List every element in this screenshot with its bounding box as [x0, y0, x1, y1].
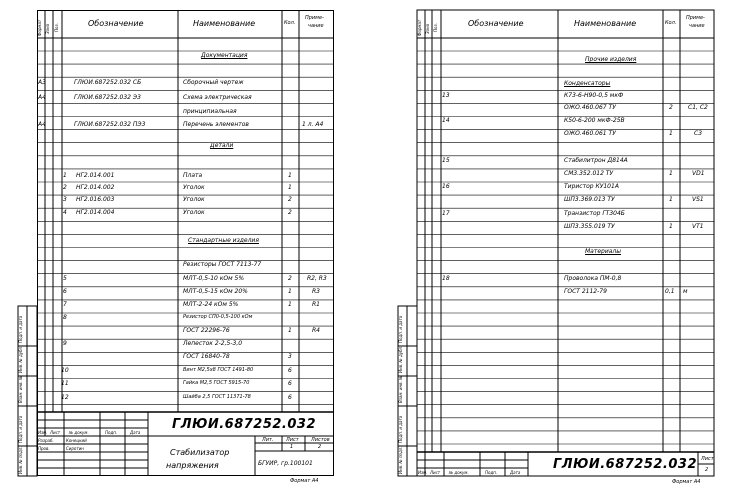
row-pos: 18 — [442, 275, 450, 282]
row-pos: 7 — [63, 301, 67, 308]
row-name: К73-6-Н90-0,5 мкФ — [564, 92, 624, 99]
row-name: ШП3.355.019 ТУ — [564, 223, 615, 230]
stamp-date: Дата — [130, 430, 141, 435]
header-qty: Кол. — [284, 20, 296, 26]
stamp-sign: Подп. — [485, 470, 498, 475]
row-qty: 1 — [669, 170, 673, 177]
product-name-line1: Стабилизатор — [170, 448, 230, 457]
header-format: Формат — [37, 19, 42, 36]
row-name: Проволока ПМ-0,8 — [564, 275, 622, 282]
margin-inv-dup: Инв. № дубл. — [18, 345, 23, 373]
stamp-developer: Разраб. — [38, 438, 54, 443]
header-zone: Зона — [45, 23, 50, 34]
row-name: Плата — [183, 172, 203, 179]
row-name: Схема электрическая — [183, 94, 252, 101]
header-zone: Зона — [425, 23, 430, 34]
sheets-count: 2 — [318, 444, 322, 450]
header-designation: Обозначение — [88, 19, 144, 28]
row-name: Резистор СП0-0,5-100 кОм — [183, 314, 253, 320]
row-name: Уголок — [183, 209, 205, 216]
margin-sign-date: Подп. и дата — [398, 415, 403, 443]
format-label: Формат А4 — [672, 479, 701, 485]
document-code: ГЛЮИ.687252.032 — [172, 417, 317, 432]
stamp-doc-no: № докум. — [69, 430, 89, 435]
row-pos: 4 — [63, 209, 67, 216]
row-zone: А3 — [38, 79, 46, 86]
row-pos: 17 — [442, 210, 450, 217]
row-pos: 14 — [442, 117, 450, 124]
row-name: Резисторы ГОСТ 7113-77 — [183, 261, 262, 268]
row-name: ГОСТ 2112-79 — [564, 288, 607, 295]
row-qty: 1 — [669, 130, 673, 137]
row-name: СМ3.352.012 ТУ — [564, 170, 614, 177]
row-qty: 1 — [288, 184, 292, 191]
row-name: Шайба 2,5 ГОСТ 11371-78 — [183, 394, 251, 400]
row-qty: 1 — [288, 327, 292, 334]
header-name: Наименование — [193, 19, 256, 28]
row-name: Винт М2,5х8 ГОСТ 1491-80 — [183, 367, 254, 373]
row-name: МЛТ-2-24 кОм 5% — [183, 301, 239, 308]
section-title: Материалы — [585, 248, 621, 255]
margin-sign-date-2: Подп. и дата — [18, 315, 23, 343]
header-name: Наименование — [574, 19, 637, 28]
margin-swap-inv: Взам. инв. № — [398, 375, 403, 403]
row-pos: 10 — [61, 367, 69, 374]
sheet-number: 2 — [705, 467, 709, 473]
stamp-sign: Подп. — [105, 430, 118, 435]
row-designation: ГЛЮИ.687252.032 Э3 — [74, 94, 141, 101]
row-designation: НГ2.014.004 — [76, 209, 115, 216]
left-row-lines — [37, 51, 334, 405]
row-name: ОЖО.460.061 ТУ — [564, 130, 616, 137]
section-title: Прочие изделия — [585, 56, 637, 63]
stamp-list: Лист — [50, 430, 61, 435]
header-note-line2: чание — [308, 23, 324, 29]
row-zone: А4 — [38, 94, 46, 101]
margin-inv-dup: Инв. № дубл. — [398, 345, 403, 373]
row-qty: 2 — [288, 196, 292, 203]
row-pos: 11 — [61, 380, 69, 387]
row-note: R1 — [312, 301, 320, 308]
row-name: Тиристор КУ101А — [564, 183, 619, 190]
stamp-checker-name: Сиротин — [66, 446, 84, 451]
row-qty: 3 — [288, 353, 292, 360]
row-name: К50-6-200 мкФ-25В — [564, 117, 625, 124]
row-pos: 5 — [63, 275, 67, 282]
section-title: Документация — [201, 52, 248, 59]
row-qty: 1 — [669, 196, 673, 203]
row-pos: 16 — [442, 183, 450, 190]
row-qty: 6 — [288, 380, 292, 387]
row-qty: 6 — [288, 394, 292, 401]
row-qty: 0,1 — [665, 288, 675, 295]
stamp-date: Дата — [510, 470, 521, 475]
row-note: С3 — [694, 130, 703, 137]
stamp-change: Изм. — [38, 430, 48, 435]
row-note: R4 — [312, 327, 320, 334]
row-name: МЛТ-0,5-15 кОм 20% — [183, 288, 248, 295]
margin-sign-date: Подп. и дата — [18, 415, 23, 443]
header-note-line2: чание — [689, 23, 705, 29]
margin-inv-orig: Инв. № подл. — [398, 446, 403, 474]
row-pos: 6 — [63, 288, 67, 295]
product-name-line2: напряжения — [166, 461, 219, 470]
row-pos: 13 — [442, 92, 450, 99]
right-sheet-lines — [398, 10, 714, 476]
row-note: R2, R3 — [307, 275, 327, 282]
row-qty: 1 — [288, 172, 292, 179]
row-qty: 2 — [669, 104, 673, 111]
row-pos: 3 — [63, 196, 67, 203]
row-zone: А4 — [38, 121, 46, 128]
row-designation: НГ2.014.002 — [76, 184, 115, 191]
margin-swap-inv: Взам. инв. № — [18, 375, 23, 403]
row-name: ОЖО.460.067 ТУ — [564, 104, 616, 111]
stamp-developer-name: Конецкий — [66, 438, 87, 443]
row-name: ГОСТ 22296-76 — [183, 327, 230, 334]
sheets-label: Листов — [311, 437, 330, 443]
row-note: VT1 — [692, 223, 704, 230]
section-title: Детали — [210, 142, 234, 149]
sheet-label: Лист — [286, 437, 299, 443]
stamp-list: Лист — [430, 470, 441, 475]
margin-inv-orig: Инв. № подл. — [18, 446, 23, 474]
format-label: Формат А4 — [290, 478, 319, 484]
row-name: Гайка М2,5 ГОСТ 5915-70 — [183, 380, 250, 386]
row-pos: 9 — [63, 340, 67, 347]
row-qty: 1 — [288, 301, 292, 308]
row-note: 1 л. А4 — [302, 121, 324, 128]
row-qty: 2 — [288, 209, 292, 216]
row-note: VS1 — [692, 196, 704, 203]
row-name: МЛТ-0,5-10 кОм 5% — [183, 275, 245, 282]
row-note: м — [683, 288, 688, 295]
row-name: Транзистор ГТ304Б — [564, 210, 625, 217]
margin-sign-date-2: Подп. и дата — [398, 315, 403, 343]
sheet-label: Лист — [701, 456, 714, 462]
row-qty: 1 — [669, 223, 673, 230]
header-pos: Поз. — [54, 23, 59, 32]
header-designation: Обозначение — [468, 19, 524, 28]
organization: БГУИР, гр.100101 — [258, 460, 313, 467]
sheet-number: 1 — [290, 444, 294, 450]
row-name: ШП3.369.013 ТУ — [564, 196, 615, 203]
row-pos: 1 — [63, 172, 67, 179]
header-note-line1: Приме- — [686, 15, 705, 21]
lit-label: Лит. — [262, 437, 274, 443]
header-qty: Кол. — [665, 20, 677, 26]
row-note: R3 — [312, 288, 320, 295]
row-pos: 8 — [63, 314, 67, 321]
section-title: Стандартные изделия — [188, 237, 259, 244]
row-note: VD1 — [692, 170, 705, 177]
row-pos: 12 — [61, 394, 69, 401]
row-name: Уголок — [183, 196, 205, 203]
stamp-checker: Пров. — [38, 446, 50, 451]
document-code: ГЛЮИ.687252.032 — [553, 457, 698, 472]
row-pos: 2 — [63, 184, 67, 191]
left-sheet-lines — [18, 10, 334, 476]
row-pos: 15 — [442, 157, 450, 164]
row-name: принципиальная — [183, 108, 237, 115]
header-pos: Поз. — [433, 23, 438, 32]
row-designation: ГЛЮИ.687252.032 СБ — [74, 79, 142, 86]
row-qty: 2 — [288, 275, 292, 282]
header-format: Формат — [417, 19, 422, 36]
row-name: Сборочный чертеж — [183, 79, 244, 86]
row-designation: ГЛЮИ.687252.032 ПЭ3 — [74, 121, 146, 128]
stamp-doc-no: № докум. — [449, 470, 469, 475]
row-note: С1, С2 — [688, 104, 708, 111]
row-name: Уголок — [183, 184, 205, 191]
header-note-line1: Приме- — [305, 15, 324, 21]
row-name: Лепесток 2-2,5-3,0 — [183, 340, 243, 347]
row-qty: 6 — [288, 367, 292, 374]
row-qty: 1 — [288, 288, 292, 295]
stamp-change: Изм. — [418, 470, 428, 475]
row-name: Перечень элементов — [183, 121, 249, 128]
row-designation: НГ2.016.003 — [76, 196, 115, 203]
group-title: Конденсаторы — [564, 80, 611, 87]
row-name: Стабилитрон Д814А — [564, 157, 628, 164]
row-name: ГОСТ 16840-78 — [183, 353, 230, 360]
row-designation: НГ2.014.001 — [76, 172, 115, 179]
